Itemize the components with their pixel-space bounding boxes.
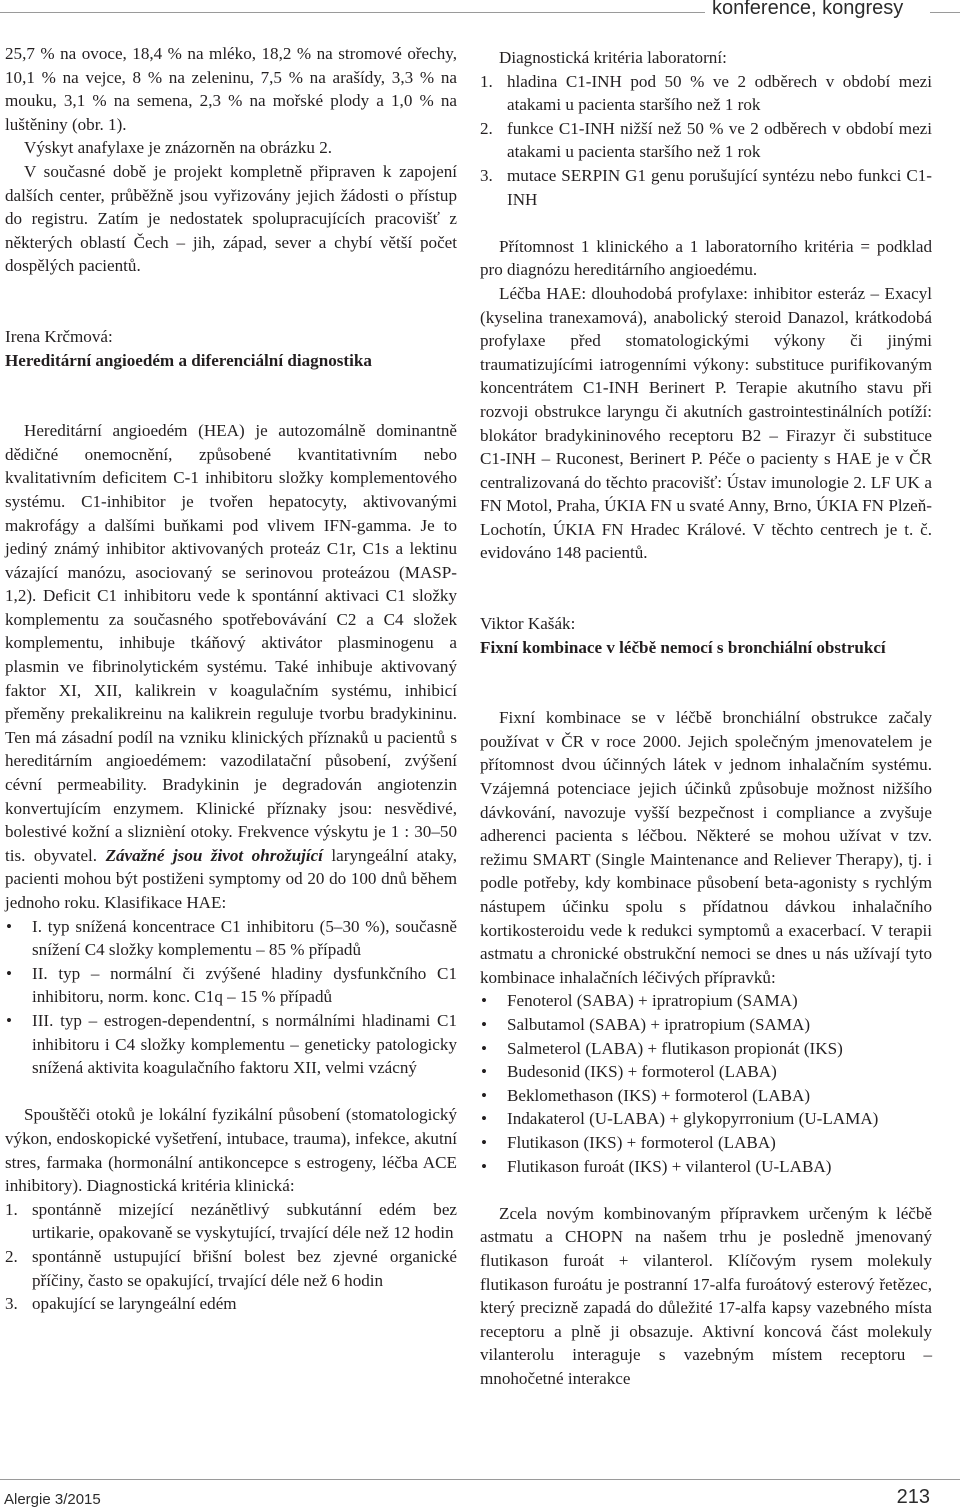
intro-paragraph-3: V současné době je projekt kompletně připraven k zapojení dalších center, průběžně jsou vyřizovány jejich žádosti o přístup do registru. Zatím je nedostatek spolupracujících pracovišť z některých oblastí Čech – jih, západ, sever a chybí větší počet dospělých pacientů. [5,161,457,276]
article-1-author: Irena Krčmová: [5,326,113,346]
article-2-body: Fixní kombinace se v léčbě bronchiální obstrukce začaly používat v ČR v roce 2000. Jejich společným jmenovatelem je přítomnost dvou účinných látek v jednom inhalačním systému. Vzájemná potenciace jejich účinků způsobuje možnost nižšího dávkování, navozuje vyšší bezpečnost i compliance a zvyšuje adherenci pacienta s léčbou. Některé se mohou užívat v tzv. režimu SMART (Single Maintenance and Reliever Therapy), tj. i podle potřeby, kdy kombinace působení beta-agonisty s rychlým nástupem účinku spolu s přídatnou dávkou inhalačního kortikosteroidu vede k redukci symptomů a exacerbací. V terapii astmatu a chronické obstrukční nemoci se dnes u nás užívají tyto kombinace inhalačních léčivých přípravků: [480,708,932,987]
header-rule-left [0,12,705,13]
list-item: 2. funkce C1-INH nižší než 50 % ve 2 odběrech v období mezi atakami u pacienta staršího než 1 rok [480,118,932,162]
list-item: • III. typ – estrogen-dependentní, s normálními hladinami C1 inhibitoru i C4 složky komplementu – geneticky patologicky snížená aktivita koagulačního faktoru XII, velmi vzácný [5,1009,457,1080]
closing-paragraph: Zcela novým kombinovaným přípravkem určeným k léčbě astmatu a CHOPN na našem trhu je posledně jmenovaný flutikason furoát + vilanterol. Klíčovým rysem molekuly flutikason furoátu je postranní 17-alfa furoátový esterový řetězec, který precizně zapadá do důležité 17-alfa kapsy vazebného místa receptoru a plně ji obsazuje. Aktivní koncová část molekuly vilanterolu interaguje s vazebným místem receptoru – mnohočetné interakce [480,1203,932,1388]
list-item: • Salmeterol (LABA) + flutikason propionát (IKS) [480,1037,932,1061]
classification-list [5,915,457,1080]
list-item: • Flutikason (IKS) + formoterol (LABA) [480,1131,932,1155]
diagnosis-paragraph: Přítomnost 1 klinického a 1 laboratorního kritéria = podklad pro diagnózu hereditárního angioedému. [480,236,932,280]
intro-paragraph-2: Výskyt anafylaxe je znázorněn na obrázku 2. [24,138,333,158]
right-column [480,46,932,1390]
list-item: • Beklomethason (IKS) + formoterol (LABA) [480,1084,932,1108]
list-item: 2. spontánně ustupující břišní bolest bez zjevné organické příčiny, často se opakující, trvající déle než 6 hodin [5,1246,457,1290]
list-item: • Salbutamol (SABA) + ipratropium (SAMA) [480,1013,932,1037]
article-1-title: Hereditární angioedém a diferenciální diagnostika [5,350,372,370]
list-item: 1. spontánně mizející nezánětlivý subkutánní edém bez urtikarie, opakovaně se vyskytující, trvající déle než 12 hodin [5,1199,457,1243]
footer-journal-label: Alergie 3/2015 [4,1491,101,1508]
combinations-list [480,989,932,1178]
list-item: 3. opakující se laryngeální edém [5,1294,237,1314]
header-rule-right [930,12,960,13]
list-item: • Indakaterol (U-LABA) + glykopyrronium (U-LAMA) [480,1107,932,1131]
treatment-paragraph: Léčba HAE: dlouhodobá profylaxe: inhibitor esteráz – Exacyl (kyselina tranexamová), anabolický steroid Danazol, krátkodobá profylaxe před stomatologickými výkony či jinými traumatizujícími iatrogenními výkony: substituce purifikovaným koncentrátem C1-INH Berinert P. Terapie akutního stavu při rozvoji obstrukce laryngu či akutních gastrointestinálních potíží: blokátor bradykininového receptoru B2 – Firazyr či substituce C1-INH – Ruconest, Berinert P. Péče o pacienty s HAE je v ČR centralizovaná do těchto pracovišť: Ústav imunologie 2. LF UK a FN Motol, Praha, ÚKIA FN u svaté Anny, Brno, ÚKIA FN Plzeň-Lochotín, ÚKIA FN Hradec Králové. V těchto centrech je t. č. evidováno 148 pacientů. [480,283,932,563]
lab-criteria-heading: Diagnostická kritéria laboratorní: [499,48,727,67]
list-item: 1. hladina C1-INH pod 50 % ve 2 odběrech v období mezi atakami u pacienta staršího než 1 rok [480,71,932,115]
list-item: • Flutikason furoát (IKS) + vilanterol (U-LABA) [480,1155,932,1179]
triggers-paragraph: Spouštěči otoků je lokální fyzikální působení (stomatologický výkon, endoskopické vyšetření, intubace, trauma), infekce, akutní stres, farmaka (hormonální antikoncepce s estrogeny, léčba ACE inhibitory). Diagnostická kritéria klinická: [5,1105,457,1196]
footer-rule [0,1479,960,1480]
header-section-label: konference, kongresy [712,0,904,19]
lab-criteria-list [480,70,932,212]
list-item: • Fenoterol (SABA) + ipratropium (SAMA) [480,989,932,1013]
list-item: 3. mutace SERPIN G1 genu porušující syntézu nebo funkci C1-INH [480,165,932,209]
article-1-body: Hereditární angioedém (HEA) je autozomálně dominantně dědičné onemocnění, způsobené kvantitativním nebo kvalitativním deficitem C-1 inhibitoru složky komplementového systému. C1-inhibitor je tvořen hepatocyty, aktivovanými makrofágy a dalšími buňkami pod vlivem IFN-gamma. Je to jediný známý inhibitor aktivovaných proteáz C1r, C1s a lektinu vázající manózu, asociovaný se serinovou proteázou (MASP-1,2). Deficit C1 inhibitoru vede k spontánní aktivaci C1 složky komplementu za současného spotřebovávání C2 a C4 složek komplementu, inhibuje tkáňový aktivátor plasminogenu a plasmin ve fibrinolytickém systému. Také inhibuje aktivovaný faktor XI, XII, kalikrein v koagulačním systému, inhibicí přeměny prekalikreinu na kalikrein reguluje tvorbu bradykininu. Ten má zásadní podíl na vzniku klinických příznaků u pacientů s hereditárním angioedémem: vazodilatační působení, zvýšení cévní permeability. Bradykinin je degradován angiotenzin konvertujícím enzymem. Klinické příznaky jsou: nesvědivé, bolestivé kožní a sliznièní otoky. Frekvence výskytu je 1 : 30–50 tis. obyvatel. Závažné jsou život ohrožující laryngeální ataky, pacienti mohou být postiženi symptomy od 20 do 100 dnů během jednoho roku. Klasifikace HAE: [5,421,457,912]
page-number: 213 [896,1486,930,1508]
list-item: • I. typ snížená koncentrace C1 inhibitoru (5–30 %), současně snížení C4 složky komplementu – 85 % případů [5,915,457,962]
article-2-author: Viktor Kašák: [480,614,576,634]
article-1-emphasis: Závažné jsou život ohrožující [105,845,323,865]
left-column [5,42,457,1316]
list-item: • II. typ – normální či zvýšené hladiny dysfunkčního C1 inhibitoru, norm. konc. C1q – 15 % případů [5,962,457,1009]
list-item: • Budesonid (IKS) + formoterol (LABA) [480,1060,932,1084]
clinical-criteria-list [5,1198,457,1316]
intro-paragraph-1: 25,7 % na ovoce, 18,4 % na mléko, 18,2 % na stromové ořechy, 10,1 % na vejce, 8 % na zeleninu, 7,5 % na arašídy, 3,3 % na mouku, 3,1 % na semena, 2,3 % na mořské plody a 1,0 % na luštěniny (obr. 1). [5,44,457,134]
article-2-title: Fixní kombinace v léčbě nemocí s bronchiální obstrukcí [480,637,886,657]
